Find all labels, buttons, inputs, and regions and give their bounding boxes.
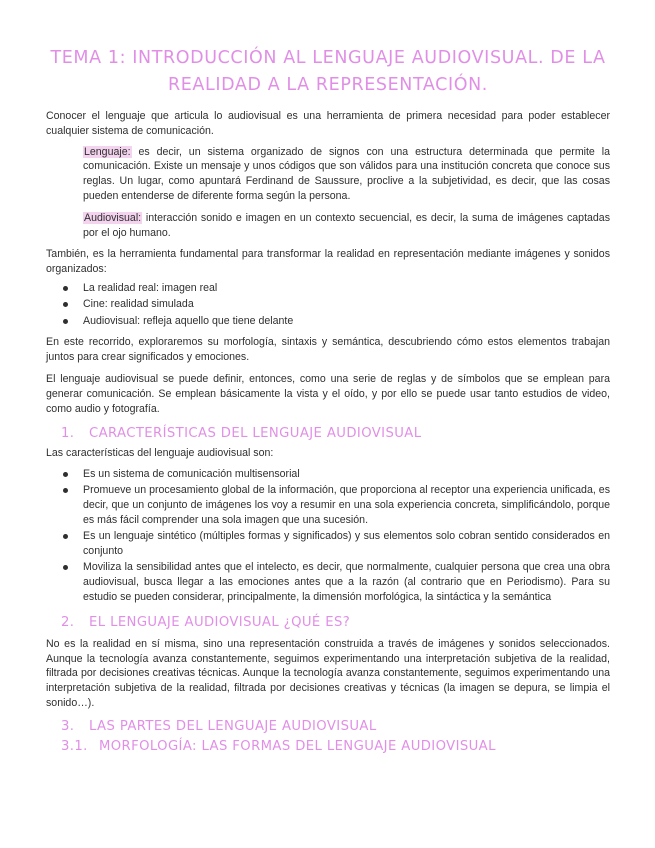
section2-paragraph: No es la realidad en sí misma, sino una representación construida a través de imágenes y sonidos seleccionados. Aunque la tecnología avanza constantemente, seguimos experimentando una interpretación subjetiva de la realidad, filtrada por decisiones creativas técnicas. Aunque la tecnología avanza constantemente, seguimos experimentando una interpretación subjetiva de la realidad, filtrada por decisiones creativas y técnicas (la imagen se depura, se limpia el sonido…).	[46, 637, 610, 709]
list-item: Cine: realidad simulada	[46, 297, 610, 312]
highlight-term-lenguaje: Lenguaje:	[84, 145, 131, 158]
bullet-icon	[63, 286, 68, 291]
reality-list	[46, 281, 610, 328]
bullet-icon	[63, 488, 68, 493]
bullet-icon	[63, 565, 68, 570]
highlight-term-audiovisual: Audiovisual:	[84, 211, 142, 224]
list-item: Es un lenguaje sintético (múltiples formas y significados) y sus elementos solo cobran sentido considerados en conjunto	[46, 529, 610, 559]
section-heading-2: 2. EL LENGUAJE AUDIOVISUAL ¿QUÉ ES?	[61, 614, 351, 630]
definir-paragraph: El lenguaje audiovisual se puede definir, entonces, como una serie de reglas y de símbolos que se emplean para generar comunicación. Se emplean básicamente la vista y el oído, y por ello se puede usar tanto estudios de video, como audio y fotografía.	[46, 372, 610, 415]
recorrido-paragraph: En este recorrido, exploraremos su morfología, sintaxis y semántica, descubriendo cómo estos elementos trabajan juntos para crear significados y emociones.	[46, 336, 610, 364]
transform-paragraph: También, es la herramienta fundamental para transformar la realidad en representación mediante imágenes y sonidos organizados:	[46, 248, 610, 276]
section-heading-3-1: 3.1. MORFOLOGÍA: LAS FORMAS DEL LENGUAJE AUDIOVISUAL	[61, 738, 496, 754]
list-item: Moviliza la sensibilidad antes que el intelecto, es decir, que normalmente, cualquier persona que crea una obra audiovisual, busca llegar a las emociones antes que a la razón (al contrario que en Periodismo). Para su estudio se pueden considerar, principalmente, la dimensión morfológica, la sintáctica y la semántica	[46, 560, 610, 604]
list-item: Promueve un procesamiento global de la información, que proporciona al receptor una experiencia unificada, es decir, que un conjunto de imágenes los voy a resumir en una sola experiencia concreta, simplificándolo, porque es más fácil comprender una sola imagen que una sucesión.	[46, 483, 610, 527]
section-heading-1: 1. CARACTERÍSTICAS DEL LENGUAJE AUDIOVISUAL	[61, 426, 422, 442]
bullet-icon	[63, 319, 68, 324]
list-item: Es un sistema de comunicación multisensorial	[46, 467, 610, 482]
definition-lenguaje	[83, 145, 610, 204]
bullet-icon	[63, 534, 68, 539]
intro-paragraph: Conocer el lenguaje que articula lo audiovisual es una herramienta de primera necesidad para poder establecer cualquier sistema de comunicación.	[46, 110, 610, 137]
definition-lenguaje-text: es decir, un sistema organizado de signos con una estructura determinada que permite la comunicación. Existe un mensaje y unos códigos que son válidos para una institución concreta que conoce sus reglas. Un lugar, como apuntará Ferdinand de Saussure, proclive a la subjetividad, es decir, que las cosas pueden entenderse de diferente forma según la persona.	[83, 145, 610, 202]
page-title: TEMA 1: INTRODUCCIÓN AL LENGUAJE AUDIOVISUAL. DE LA REALIDAD A LA REPRESENTACIÓN.	[50, 48, 606, 95]
section-heading-3: 3. LAS PARTES DEL LENGUAJE AUDIOVISUAL	[61, 718, 377, 734]
list-item: Audiovisual: refleja aquello que tiene delante	[46, 314, 610, 329]
definition-audiovisual	[83, 211, 610, 241]
bullet-icon	[63, 472, 68, 477]
section1-lead: Las características del lenguaje audiovisual son:	[46, 447, 274, 460]
bullet-icon	[63, 302, 68, 307]
list-item: La realidad real: imagen real	[46, 281, 610, 296]
characteristics-list	[46, 467, 610, 605]
definition-audiovisual-text: interacción sonido e imagen en un contexto secuencial, es decir, la suma de imágenes captadas por el ojo humano.	[83, 211, 610, 239]
